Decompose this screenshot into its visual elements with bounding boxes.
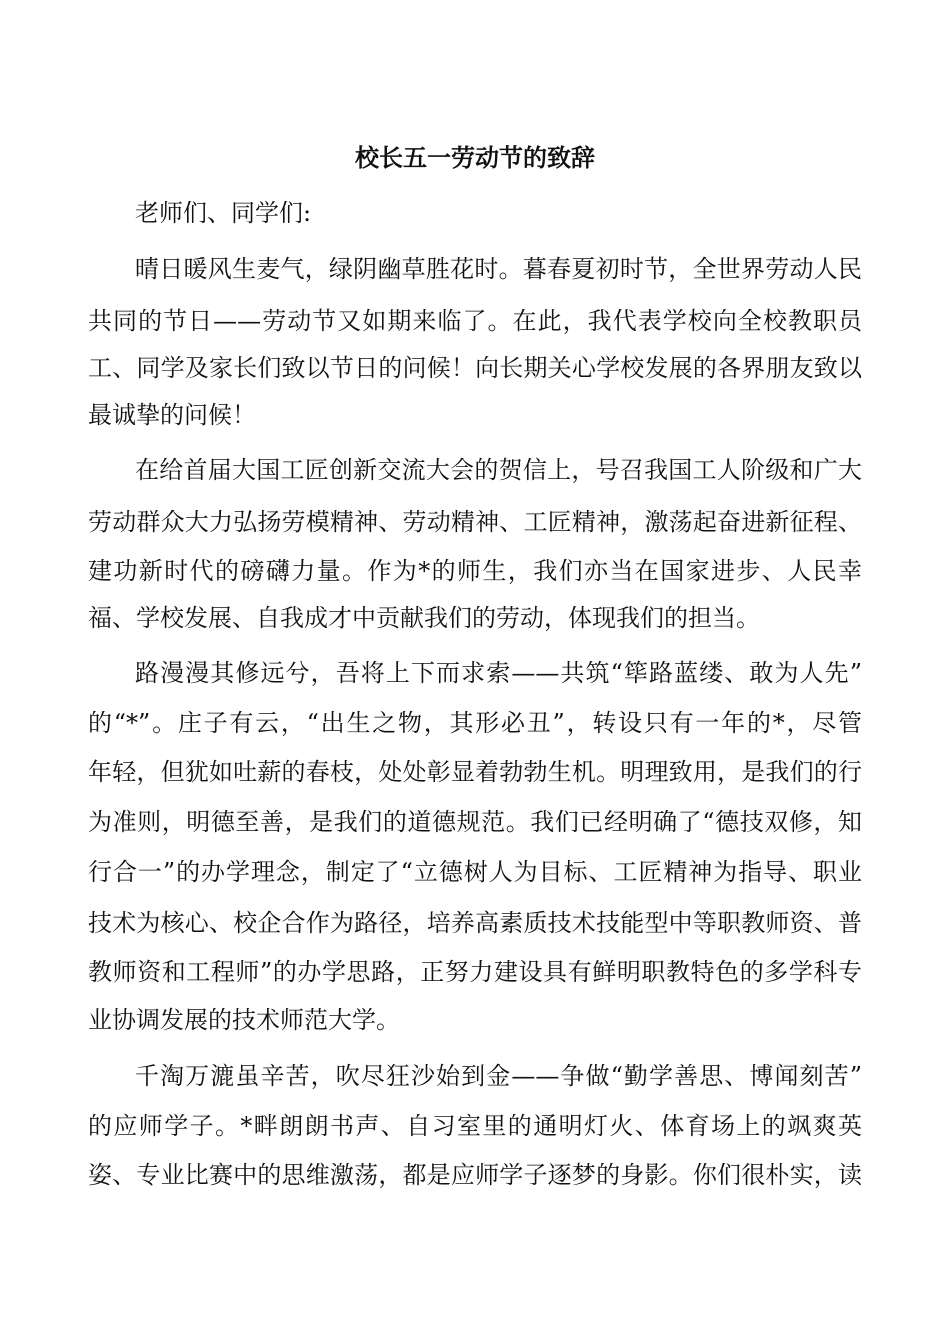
- paragraph-line: 工、同学及家长们致以节日的问候！向长期关心学校发展的各界朋友致以: [88, 354, 862, 382]
- paragraph-line: 最诚挚的问候！: [88, 401, 256, 429]
- paragraph-line: 福、学校发展、自我成才中贡献我们的劳动，体现我们的担当。: [88, 604, 760, 632]
- paragraph-line: 的应师学子。*畔朗朗书声、自习室里的通明灯火、体育场上的飒爽英: [88, 1112, 862, 1140]
- paragraph-line: 路漫漫其修远兮，吾将上下而求索——共筑“筚路蓝缕、敢为人先”: [135, 659, 862, 687]
- paragraph-line: 建功新时代的磅礴力量。作为*的师生，我们亦当在国家进步、人民幸: [88, 557, 862, 585]
- paragraph-line: 教师资和工程师”的办学思路，正努力建设具有鲜明职教特色的多学科专: [88, 958, 862, 986]
- salutation: 老师们、同学们:: [135, 199, 312, 227]
- paragraph-line: 在给首届大国工匠创新交流大会的贺信上，号召我国工人阶级和广大: [135, 456, 862, 484]
- document-title: 校长五一劳动节的致辞: [355, 143, 595, 172]
- paragraph-line: 劳动群众大力弘扬劳模精神、劳动精神、工匠精神，激荡起奋进新征程、: [88, 508, 862, 536]
- paragraph-line: 千淘万漉虽辛苦，吹尽狂沙始到金——争做“勤学善思、博闻刻苦”: [135, 1062, 862, 1090]
- paragraph-line: 晴日暖风生麦气，绿阴幽草胜花时。暮春夏初时节，全世界劳动人民: [135, 255, 862, 283]
- paragraph-line: 姿、专业比赛中的思维激荡，都是应师学子逐梦的身影。你们很朴实，读: [88, 1161, 862, 1189]
- paragraph-line: 年轻，但犹如吐薪的春枝，处处彰显着勃勃生机。明理致用，是我们的行: [88, 758, 862, 786]
- paragraph-line: 技术为核心、校企合作为路径，培养高素质技术技能型中等职教师资、普: [88, 909, 862, 937]
- paragraph-line: 为准则，明德至善，是我们的道德规范。我们已经明确了“德技双修，知: [88, 808, 862, 836]
- paragraph-line: 的“*”。庄子有云，“出生之物，其形必丑”，转设只有一年的*，尽管: [88, 709, 862, 737]
- paragraph-line: 业协调发展的技术师范大学。: [88, 1006, 400, 1034]
- paragraph-line: 行合一”的办学理念，制定了“立德树人为目标、工匠精神为指导、职业: [88, 858, 862, 886]
- paragraph-line: 共同的节日——劳动节又如期来临了。在此，我代表学校向全校教职员: [88, 307, 862, 335]
